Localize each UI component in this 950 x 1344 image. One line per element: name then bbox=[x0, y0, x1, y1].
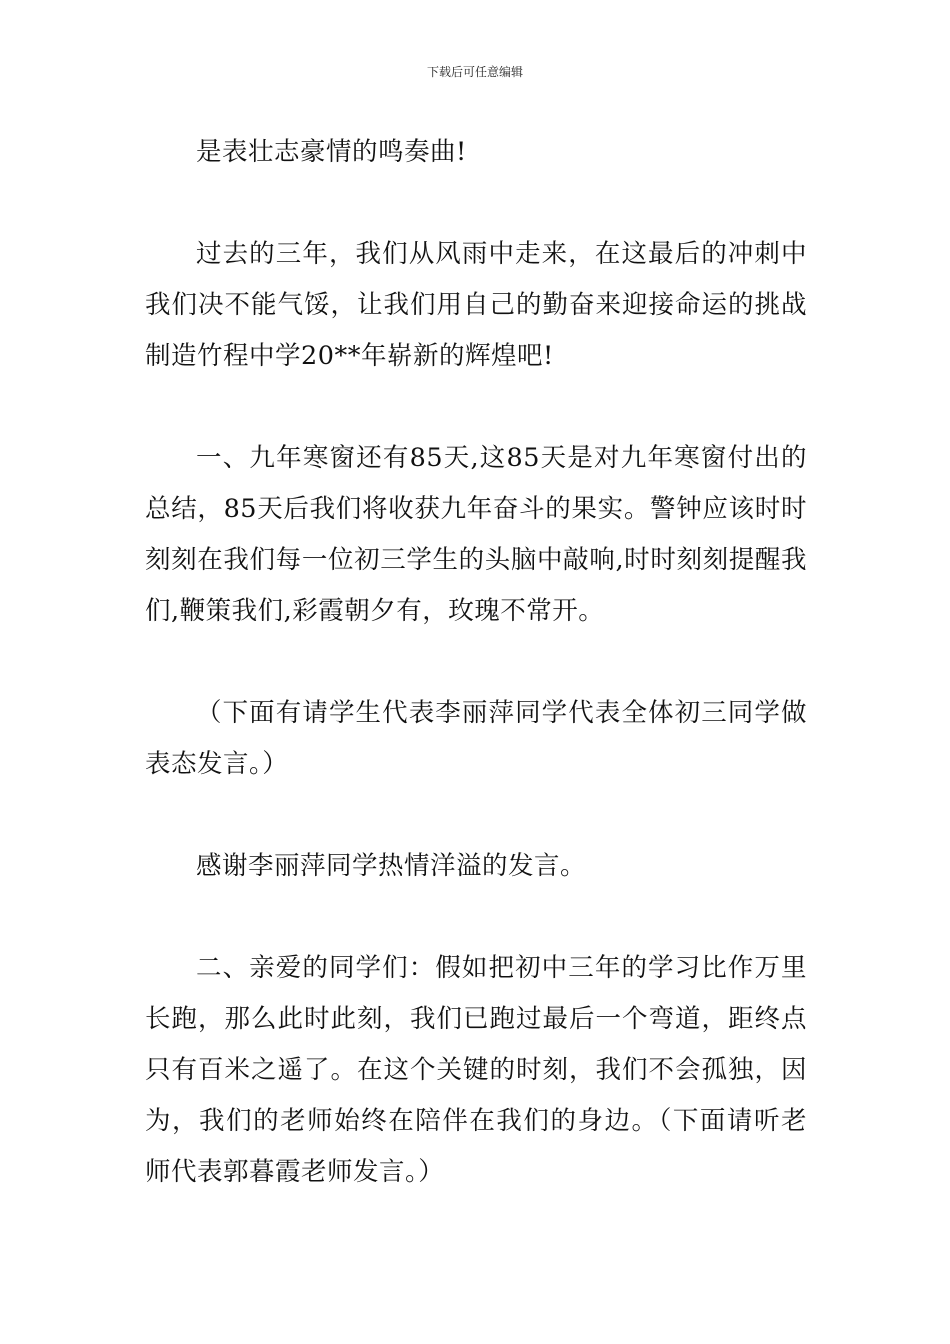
paragraph-3: 一、九年寒窗还有85天,这85天是对九年寒窗付出的总结，85天后我们将收获九年奋斗的果实。警钟应该时时刻刻在我们每一位初三学生的头脑中敲响,时时刻刻提醒我们,鞭策我们,彩霞朝夕有，玫瑰不常开。 bbox=[145, 443, 807, 626]
paragraph-5: 感谢李丽萍同学热情洋溢的发言。 bbox=[196, 851, 587, 881]
document-body bbox=[145, 127, 807, 1198]
paragraph-spacer bbox=[145, 178, 807, 229]
paragraph-spacer bbox=[145, 637, 807, 688]
paragraph-spacer bbox=[145, 892, 807, 943]
paragraph-6: 二、亲爱的同学们：假如把初中三年的学习比作万里长跑，那么此时此刻，我们已跑过最后一个弯道，距终点只有百米之遥了。在这个关键的时刻，我们不会孤独，因为，我们的老师始终在陪伴在我们的身边。（下面请听老师代表郭暮霞老师发言。） bbox=[145, 953, 807, 1187]
paragraph-1: 是表壮志豪情的鸣奏曲! bbox=[196, 137, 467, 167]
page-header-note: 下载后可任意编辑 bbox=[426, 65, 523, 79]
paragraph-4: （下面有请学生代表李丽萍同学代表全体初三同学做表态发言。） bbox=[145, 698, 807, 779]
paragraph-2: 过去的三年，我们从风雨中走来，在这最后的冲刺中我们决不能气馁，让我们用自己的勤奋来迎接命运的挑战制造竹程中学20**年崭新的辉煌吧! bbox=[145, 239, 807, 371]
paragraph-spacer bbox=[145, 790, 807, 841]
paragraph-spacer bbox=[145, 382, 807, 433]
